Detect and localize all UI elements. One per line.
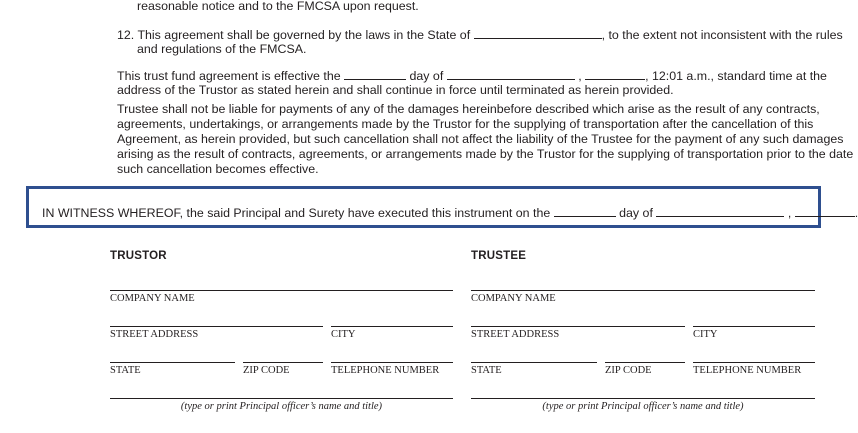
clause-12-text-a: This agreement shall be governed by the laws in the State of <box>137 28 471 42</box>
trustor-zip-field[interactable] <box>243 362 323 363</box>
trustee-phone-field[interactable] <box>693 362 815 363</box>
trustee-city-field[interactable] <box>693 326 815 327</box>
trustee-street-field[interactable] <box>471 326 685 327</box>
trustor-zip-label: ZIP CODE <box>243 365 290 376</box>
trustor-phone-field[interactable] <box>331 362 453 363</box>
effective-month-field[interactable] <box>447 68 575 80</box>
state-of-law-field[interactable] <box>474 27 602 39</box>
clause-12-text-b: , to the extent not inconsistent with the rules <box>601 28 843 42</box>
trustor-state-label: STATE <box>110 365 141 376</box>
witness-text-c: , <box>787 206 792 220</box>
liability-line-3: Agreement, as herein provided, but such cancellation shall not affect the liability of the Trustee for the payment of any such damages <box>117 132 844 146</box>
effective-text-d: , 12:01 a.m., standard time at the <box>645 69 827 83</box>
trustor-company-field[interactable] <box>110 290 453 291</box>
effective-line-1 <box>117 68 827 84</box>
clause-12-line-1 <box>117 27 843 43</box>
trustee-officer-label: (type or print Principal officer’s name and title) <box>542 401 744 412</box>
witness-text-b: day of <box>619 206 653 220</box>
effective-text-b: day of <box>409 69 444 83</box>
witness-day-field[interactable] <box>554 205 616 217</box>
trustor-officer-label: (type or print Principal officer’s name and title) <box>180 401 383 412</box>
trustor-street-label: STREET ADDRESS <box>110 329 199 340</box>
trustee-zip-label: ZIP CODE <box>605 365 652 376</box>
effective-year-field[interactable] <box>585 68 645 80</box>
clause-12-line-2: and regulations of the FMCSA. <box>137 42 307 56</box>
witness-line <box>42 205 858 221</box>
witness-month-field[interactable] <box>656 205 784 217</box>
liability-line-4: arising as the result of contracts, agreements, or arrangements made by the Trustor for the supplying of transportation prior to the date <box>117 147 854 161</box>
trustee-officer-field[interactable] <box>471 398 815 399</box>
trustee-city-label: CITY <box>693 329 718 340</box>
trustee-zip-field[interactable] <box>605 362 685 363</box>
trustor-company-label: COMPANY NAME <box>110 293 195 304</box>
witness-year-field[interactable] <box>795 205 855 217</box>
liability-line-5: such cancellation becomes effective. <box>117 162 319 176</box>
witness-text-d: . <box>854 206 858 220</box>
clause-12-number: 12. <box>117 28 135 42</box>
trustee-phone-label: TELEPHONE NUMBER <box>693 365 802 376</box>
trustor-city-label: CITY <box>331 329 356 340</box>
trustee-company-label: COMPANY NAME <box>471 293 556 304</box>
trustor-city-field[interactable] <box>331 326 453 327</box>
trustor-state-field[interactable] <box>110 362 235 363</box>
effective-day-field[interactable] <box>344 68 406 80</box>
effective-text-a: This trust fund agreement is effective the <box>117 69 341 83</box>
liability-line-1: Trustee shall not be liable for payments of any of the damages hereinbefore described which arise as the result of any contracts, <box>117 102 820 116</box>
trustor-phone-label: TELEPHONE NUMBER <box>331 365 440 376</box>
clause-11-tail: reasonable notice and to the FMCSA upon request. <box>137 0 419 13</box>
trustee-state-label: STATE <box>471 365 502 376</box>
trustee-heading: TRUSTEE <box>471 250 527 262</box>
trustor-street-field[interactable] <box>110 326 323 327</box>
trustor-officer-field[interactable] <box>110 398 453 399</box>
witness-text-a: IN WITNESS WHEREOF, the said Principal and Surety have executed this instrument on the <box>42 206 551 220</box>
trustor-heading: TRUSTOR <box>110 250 167 262</box>
trustee-company-field[interactable] <box>471 290 815 291</box>
trustee-street-label: STREET ADDRESS <box>471 329 560 340</box>
liability-line-2: agreements, undertakings, or arrangements made by the Trustor for the supplying of transportation after the cancellation of this <box>117 117 814 131</box>
effective-line-2: address of the Trustor as stated herein and shall continue in force until terminated as herein provided. <box>117 83 674 97</box>
effective-text-c: , <box>578 69 582 83</box>
trustee-state-field[interactable] <box>471 362 597 363</box>
